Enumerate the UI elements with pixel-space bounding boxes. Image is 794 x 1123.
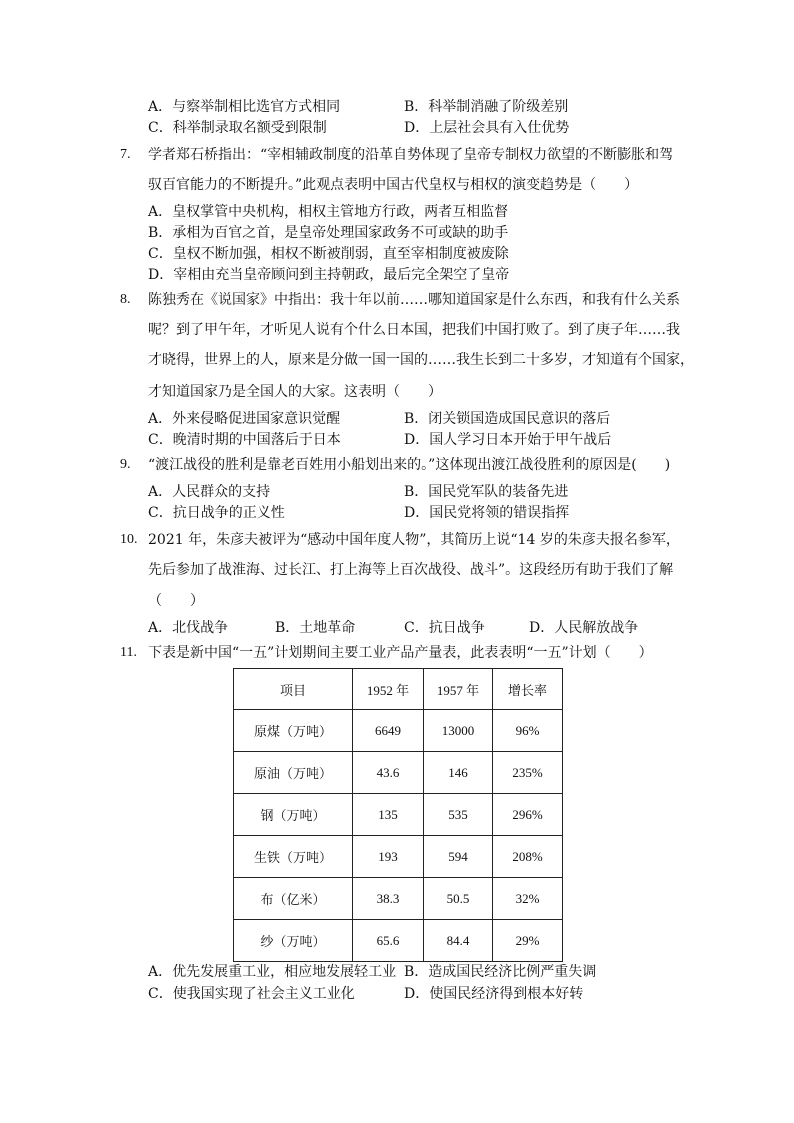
q8-stem-line3: 才晓得，世界上的人，原来是分做一国一国的……我生长到二十多岁，才知道有个国家， [148,352,694,368]
q9-number: 9. [120,457,131,472]
table-cell: 135 [353,794,424,836]
table-row [234,752,563,794]
q10-option-a: A．北伐战争 [148,620,229,636]
table-cell: 50.5 [424,878,493,920]
table-cell: 38.3 [353,878,424,920]
q8-number: 8. [120,292,131,307]
table-cell: 13000 [424,710,493,752]
table-row [234,710,563,752]
table-cell: 生铁（万吨） [234,836,353,878]
table-cell: 96% [493,710,563,752]
table-cell: 84.4 [424,920,493,962]
table-row [234,920,563,962]
q11-option-d: D．使国民经济得到根本好转 [404,986,584,1002]
table-header: 1957 年 [424,669,493,710]
q10-stem-line1: 2021 年，朱彦夫被评为“感动中国年度人物”，其简历上说“14 岁的朱彦夫报名参军， [148,532,680,548]
q8-stem-line1: 陈独秀在《说国家》中指出：我十年以前……哪知道国家是什么东西，和我有什么关系 [148,292,680,308]
table-cell: 146 [424,752,493,794]
q10-option-d: D．人民解放战争 [529,620,639,636]
table-cell: 6649 [353,710,424,752]
q8-option-b: B．闭关锁国造成国民意识的落后 [404,411,611,427]
q8-stem-line4: 才知道国家乃是全国人的大家。这表明（ ） [148,384,442,400]
q7-option-a: A．皇权掌管中央机构，相权主管地方行政，两者互相监督 [148,204,509,220]
table-cell: 布（亿米） [234,878,353,920]
table-cell: 原油（万吨） [234,752,353,794]
q9-option-c: C．抗日战争的正义性 [148,505,285,521]
table-cell: 208% [493,836,563,878]
production-table [233,668,563,962]
table-header: 增长率 [493,669,563,710]
q10-option-c: C．抗日战争 [404,620,485,636]
table-cell: 43.6 [353,752,424,794]
table-row [234,836,563,878]
q8-stem-line2: 呢？到了甲午年，才听见人说有个什么日本国，把我们中国打败了。到了庚子年……我 [148,322,680,338]
table-cell: 65.6 [353,920,424,962]
q10-stem-line2: 先后参加了战淮海、过长江、打上海等上百次战役、战斗”。这段经历有助于我们了解 [148,562,674,578]
table-cell: 原煤（万吨） [234,710,353,752]
q7-stem-line2: 驭百官能力的不断提升。”此观点表明中国古代皇权与相权的演变趋势是（ ） [148,177,639,193]
q10-option-b: B．土地革命 [275,620,356,636]
table-cell: 29% [493,920,563,962]
q11-option-b: B．造成国民经济比例严重失调 [404,964,597,980]
q8-option-a: A．外来侵略促进国家意识觉醒 [148,411,341,427]
q7-option-d: D．宰相由充当皇帝顾问到主持朝政，最后完全架空了皇帝 [148,267,510,283]
q11-number: 11. [120,645,137,660]
table-header: 1952 年 [353,669,424,710]
q8-option-d: D．国人学习日本开始于甲午战后 [404,432,612,448]
q6-option-d: D．上层社会具有入仕优势 [404,120,570,136]
q6-option-a: A．与察举制相比选官方式相同 [148,99,341,115]
q9-option-d: D．国民党将领的错误指挥 [404,505,570,521]
q11-option-a: A．优先发展重工业，相应地发展轻工业 [148,964,397,980]
q11-option-c: C．使我国实现了社会主义工业化 [148,986,355,1002]
table-row [234,794,563,836]
q7-option-b: B．承相为百官之首，是皇帝处理国家政务不可或缺的助手 [148,225,509,241]
table-cell: 535 [424,794,493,836]
q8-option-c: C．晚清时期的中国落后于日本 [148,432,341,448]
table-row [234,878,563,920]
q6-option-b: B．科举制消融了阶级差别 [404,99,569,115]
table-cell: 594 [424,836,493,878]
q7-stem-line1: 学者郑石桥指出：“宰相辅政制度的沿革自势体现了皇帝专制权力欲望的不断膨胀和驾 [148,147,674,163]
table-cell: 钢（万吨） [234,794,353,836]
q7-option-c: C．皇权不断加强，相权不断被削弱，直至宰相制度被废除 [148,246,509,262]
q9-option-b: B．国民党军队的装备先进 [404,484,569,500]
table-cell: 235% [493,752,563,794]
table-cell: 193 [353,836,424,878]
q9-option-a: A．人民群众的支持 [148,484,271,500]
q9-stem-line1: “渡江战役的胜利是靠老百姓用小船划出来的。”这体现出渡江战役胜利的原因是( ) [148,457,671,473]
table-header-row [234,669,563,710]
table-header: 项目 [234,669,353,710]
table-cell: 32% [493,878,563,920]
q7-number: 7. [120,147,131,162]
q11-stem-line1: 下表是新中国“一五”计划期间主要工业产品产量表，此表表明“一五”计划（ ） [148,645,653,661]
table-cell: 纱（万吨） [234,920,353,962]
q10-stem-line3: （ ） [148,593,204,609]
table-cell: 296% [493,794,563,836]
q10-number: 10. [120,532,138,547]
q6-option-c: C．科举制录取名额受到限制 [148,120,327,136]
